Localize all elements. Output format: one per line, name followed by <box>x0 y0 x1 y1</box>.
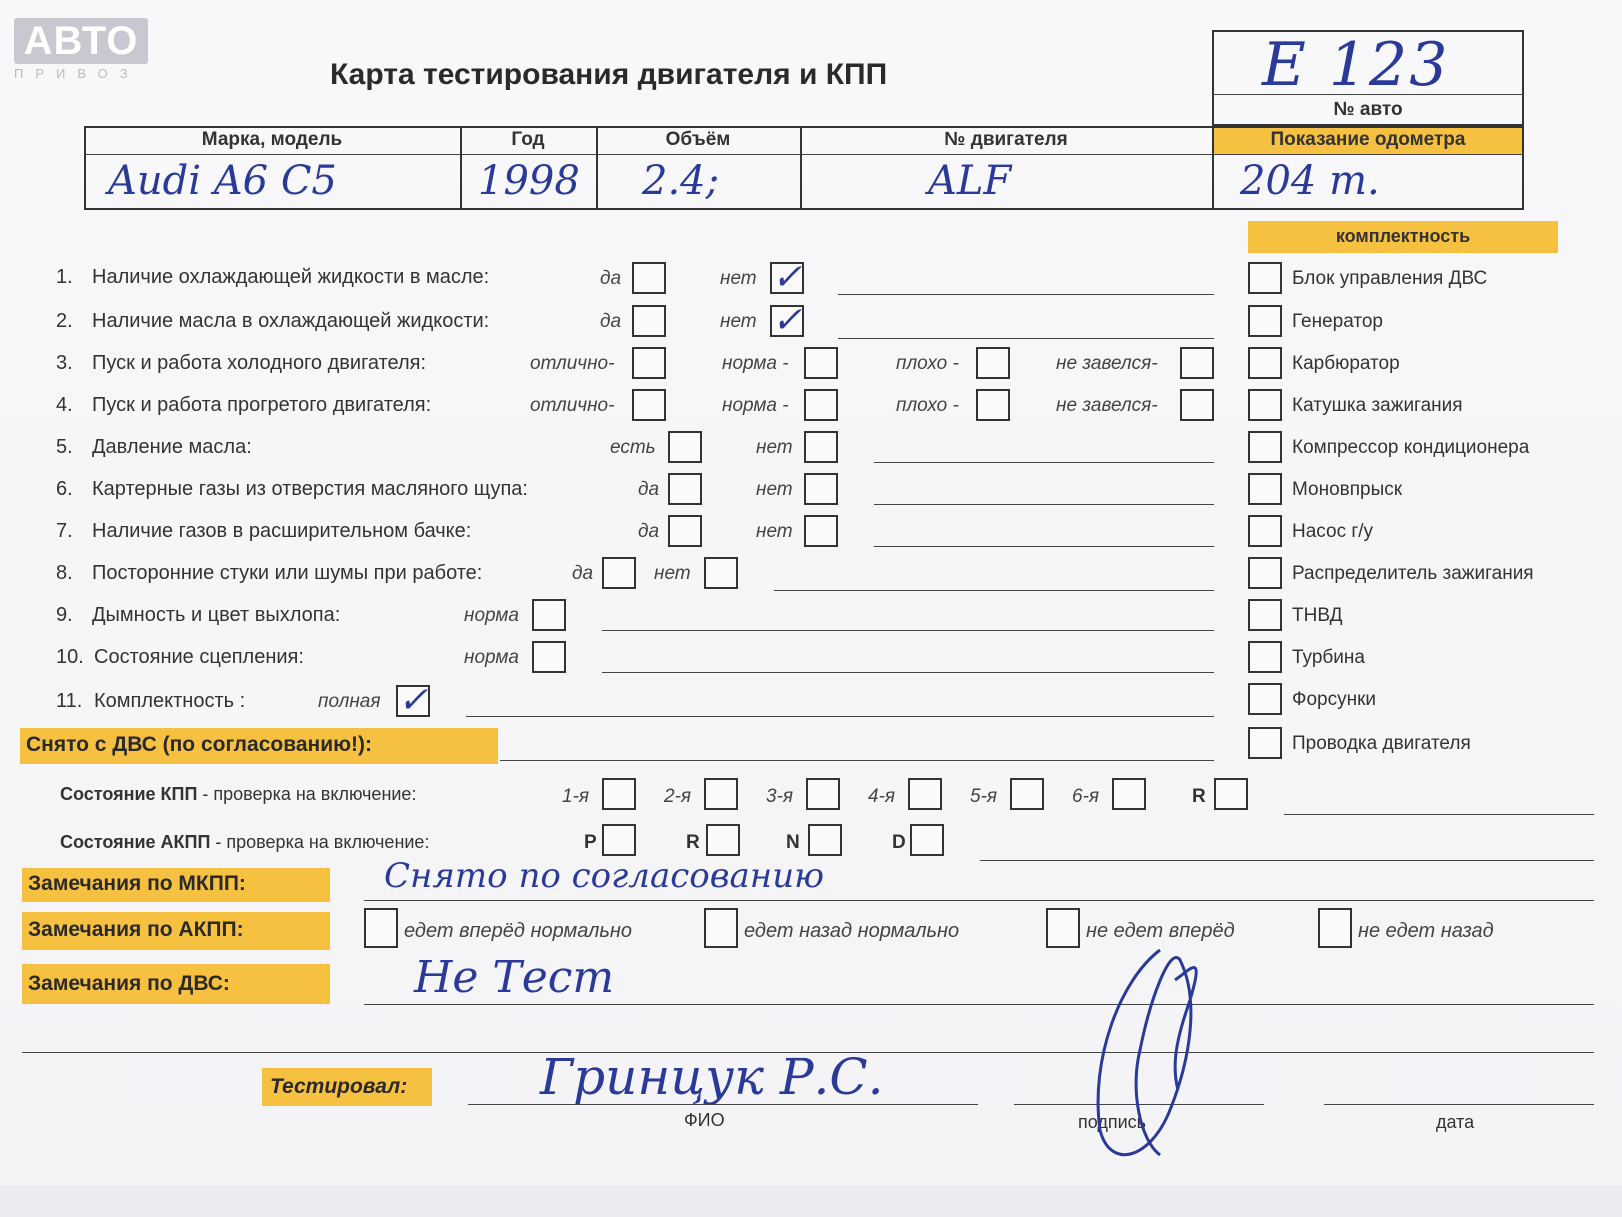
option-checkbox[interactable] <box>632 305 666 337</box>
completeness-item: Распределитель зажигания <box>1292 563 1534 584</box>
odometer-label: Показание одометра <box>1270 129 1466 150</box>
brand-value: Audi A6 C5 <box>108 158 337 204</box>
question-number: 6. <box>56 478 73 500</box>
bottom-scan-strip <box>0 1185 1622 1217</box>
completeness-item: Насос г/у <box>1292 521 1374 542</box>
remarks-dvs-label: Замечания по ДВС: <box>28 972 230 995</box>
car-number-label: № авто <box>1333 99 1403 120</box>
option-label: да <box>600 268 622 289</box>
option-checkbox[interactable] <box>976 389 1010 421</box>
option-label: норма - <box>722 395 789 416</box>
answer-line <box>602 630 1214 631</box>
remarks-dvs-value: Не Тест <box>414 952 615 1003</box>
gear-checkbox[interactable] <box>602 778 636 810</box>
question-number: 11. <box>56 690 83 712</box>
option-checkbox[interactable] <box>668 515 702 547</box>
question-number: 5. <box>56 436 73 458</box>
question-text: Пуск и работа холодного двигателя: <box>92 352 427 374</box>
gear-checkbox[interactable] <box>1112 778 1146 810</box>
option-checkbox[interactable] <box>668 431 702 463</box>
gear-checkbox[interactable] <box>706 824 740 856</box>
akpp-option-checkbox[interactable] <box>1046 908 1080 948</box>
akpp-option-label: едет назад нормально <box>744 920 960 942</box>
option-label: не завелся- <box>1056 353 1158 374</box>
answer-line <box>874 504 1214 505</box>
akpp-option-label: не едет назад <box>1358 920 1494 942</box>
akpp-line <box>980 860 1594 861</box>
document-title: Карта тестирования двигателя и КПП <box>330 58 888 91</box>
watermark-logo: АВТО <box>14 18 148 64</box>
completeness-item: Блок управления ДВС <box>1292 268 1488 289</box>
tester-name: Гринцук Р.С. <box>540 1048 884 1106</box>
gear-checkbox[interactable] <box>602 824 636 856</box>
question-number: 9. <box>56 604 73 626</box>
gear-label: D <box>892 832 906 853</box>
option-checkbox-checked[interactable]: ✓ <box>398 680 429 721</box>
option-checkbox[interactable] <box>804 473 838 505</box>
answer-line <box>838 294 1214 295</box>
question-text: Дымность и цвет выхлопа: <box>92 604 341 626</box>
year-value: 1998 <box>478 158 580 204</box>
option-label: нет <box>720 268 757 289</box>
question-number: 10. <box>56 646 84 668</box>
completeness-checkbox[interactable] <box>1248 389 1282 421</box>
completeness-checkbox[interactable] <box>1248 473 1282 505</box>
gear-label: 6-я <box>1072 786 1100 807</box>
date-label: дата <box>1436 1112 1475 1132</box>
question-number: 7. <box>56 520 73 542</box>
option-label: норма - <box>722 353 789 374</box>
remarks-dvs-line <box>364 1004 1594 1005</box>
header-row-divider <box>84 154 1524 155</box>
gear-label: N <box>786 832 800 853</box>
question-text: Наличие газов в расширительном бачке: <box>92 520 472 542</box>
question-number: 1. <box>56 266 73 288</box>
removed-label: Снято с ДВС (по согласованию!): <box>26 733 373 756</box>
completeness-item: Компрессор кондиционера <box>1292 437 1530 458</box>
akpp-option-checkbox[interactable] <box>704 908 738 948</box>
answer-line <box>466 716 1214 717</box>
gear-checkbox[interactable] <box>910 824 944 856</box>
gear-checkbox[interactable] <box>1214 778 1248 810</box>
completeness-checkbox[interactable] <box>1248 557 1282 589</box>
tested-label: Тестировал: <box>270 1075 408 1098</box>
option-checkbox[interactable] <box>804 431 838 463</box>
gear-checkbox[interactable] <box>806 778 840 810</box>
option-checkbox[interactable] <box>532 641 566 673</box>
akpp-option-label: не едет вперёд <box>1086 920 1235 942</box>
option-checkbox[interactable] <box>668 473 702 505</box>
gear-label: R <box>1192 786 1206 807</box>
gear-label: 4-я <box>868 786 896 807</box>
option-label: да <box>572 563 594 584</box>
akpp-option-label: едет вперёд нормально <box>404 920 633 942</box>
question-text: Давление масла: <box>92 436 252 458</box>
akpp-label <box>60 832 429 853</box>
car-number-value: E 123 <box>1262 30 1450 100</box>
completeness-checkbox[interactable] <box>1248 305 1282 337</box>
gear-checkbox[interactable] <box>908 778 942 810</box>
engine-value: ALF <box>928 158 1012 204</box>
completeness-item: Карбюратор <box>1292 353 1400 374</box>
gear-checkbox[interactable] <box>1010 778 1044 810</box>
year-label: Год <box>511 129 545 150</box>
completeness-checkbox[interactable] <box>1248 431 1282 463</box>
akpp-label-bold: Состояние АКПП <box>60 832 211 852</box>
option-checkbox-checked[interactable]: ✓ <box>772 300 803 341</box>
completeness-checkbox[interactable] <box>1248 262 1282 294</box>
question-text: Состояние сцепления: <box>94 646 304 668</box>
answer-line <box>874 462 1214 463</box>
completeness-checkbox[interactable] <box>1248 347 1282 379</box>
option-label: полная <box>318 691 381 712</box>
kpp-line <box>1284 814 1594 815</box>
question-text: Наличие охлаждающей жидкости в масле: <box>92 266 490 288</box>
option-label: отлично- <box>530 395 615 416</box>
option-label: норма <box>464 647 519 668</box>
option-checkbox[interactable] <box>1180 347 1214 379</box>
completeness-checkbox[interactable] <box>1248 641 1282 673</box>
question-number: 4. <box>56 394 73 416</box>
remarks-akpp-label: Замечания по АКПП: <box>28 918 244 941</box>
option-checkbox[interactable] <box>602 557 636 589</box>
gear-label: P <box>584 832 597 853</box>
volume-label: Объём <box>665 129 731 150</box>
kpp-label <box>60 784 416 805</box>
volume-value: 2.4; <box>642 158 720 204</box>
option-label: нет <box>756 479 793 500</box>
remarks-mkpp-value: Снято по согласованию <box>384 856 825 896</box>
gear-label: 3-я <box>766 786 794 807</box>
kpp-label-rest: - проверка на включение: <box>197 784 417 804</box>
handwritten-signature <box>1080 940 1220 1170</box>
option-label: да <box>638 479 660 500</box>
answer-line <box>874 546 1214 547</box>
option-label: норма <box>464 605 519 626</box>
option-checkbox[interactable] <box>804 347 838 379</box>
question-text: Наличие масла в охлаждающей жидкости: <box>92 310 490 332</box>
answer-line <box>774 590 1214 591</box>
kpp-label-bold: Состояние КПП <box>60 784 198 804</box>
option-checkbox[interactable] <box>704 557 738 589</box>
option-checkbox[interactable] <box>804 389 838 421</box>
signature-label: подпись <box>1078 1112 1147 1132</box>
completeness-checkbox[interactable] <box>1248 683 1282 715</box>
option-label: да <box>638 521 660 542</box>
removed-line <box>500 760 1214 761</box>
remarks-mkpp-line <box>364 900 1594 901</box>
option-label: отлично- <box>530 353 615 374</box>
gear-label: 1-я <box>562 786 590 807</box>
option-checkbox[interactable] <box>632 347 666 379</box>
option-label: есть <box>610 437 656 458</box>
question-text: Пуск и работа прогретого двигателя: <box>92 394 432 416</box>
completeness-item: Турбина <box>1292 647 1365 668</box>
gear-checkbox[interactable] <box>704 778 738 810</box>
option-label: да <box>600 311 622 332</box>
gear-checkbox[interactable] <box>808 824 842 856</box>
option-checkbox[interactable] <box>632 389 666 421</box>
option-label: плохо - <box>896 353 959 374</box>
question-number: 8. <box>56 562 73 584</box>
question-text: Посторонние стуки или шумы при работе: <box>92 562 483 584</box>
question-text: Картерные газы из отверстия масляного щупа: <box>92 478 528 500</box>
option-label: нет <box>756 521 793 542</box>
completeness-item: ТНВД <box>1292 605 1343 626</box>
fio-label: ФИО <box>684 1110 725 1130</box>
gear-label: 2-я <box>664 786 692 807</box>
question-text: Комплектность : <box>94 690 246 712</box>
completeness-item: Генератор <box>1292 311 1383 332</box>
akpp-option-checkbox[interactable] <box>1318 908 1352 948</box>
answer-line <box>838 338 1214 339</box>
akpp-option-checkbox[interactable] <box>364 908 398 948</box>
option-label: нет <box>720 311 757 332</box>
akpp-label-rest: - проверка на включение: <box>210 832 430 852</box>
completeness-item: Моновпрыск <box>1292 479 1403 500</box>
gear-label: 5-я <box>970 786 998 807</box>
completeness-item: Форсунки <box>1292 689 1376 710</box>
option-label: не завелся- <box>1056 395 1158 416</box>
completeness-checkbox[interactable] <box>1248 599 1282 631</box>
option-label: нет <box>654 563 691 584</box>
brand-label: Марка, модель <box>201 129 343 150</box>
option-checkbox[interactable] <box>632 262 666 294</box>
completeness-checkbox[interactable] <box>1248 515 1282 547</box>
option-checkbox[interactable] <box>532 599 566 631</box>
watermark-logo-sub: ПРИВОЗ <box>14 66 140 81</box>
completeness-item: Проводка двигателя <box>1292 733 1471 754</box>
question-number: 2. <box>56 310 73 332</box>
date-line <box>1324 1104 1594 1105</box>
completeness-checkbox[interactable] <box>1248 727 1282 759</box>
remarks-mkpp-label: Замечания по МКПП: <box>28 872 246 895</box>
completeness-item: Катушка зажигания <box>1292 395 1463 416</box>
option-checkbox[interactable] <box>804 515 838 547</box>
question-number: 3. <box>56 352 73 374</box>
completeness-title: комплектность <box>1335 226 1471 246</box>
option-checkbox[interactable] <box>1180 389 1214 421</box>
fio-line <box>468 1104 978 1105</box>
engine-label: № двигателя <box>944 129 1068 150</box>
option-label: плохо - <box>896 395 959 416</box>
option-checkbox[interactable] <box>976 347 1010 379</box>
option-label: нет <box>756 437 793 458</box>
option-checkbox-checked[interactable]: ✓ <box>772 257 803 298</box>
answer-line <box>602 672 1214 673</box>
gear-label: R <box>686 832 700 853</box>
odometer-value: 204 т. <box>1240 158 1380 204</box>
